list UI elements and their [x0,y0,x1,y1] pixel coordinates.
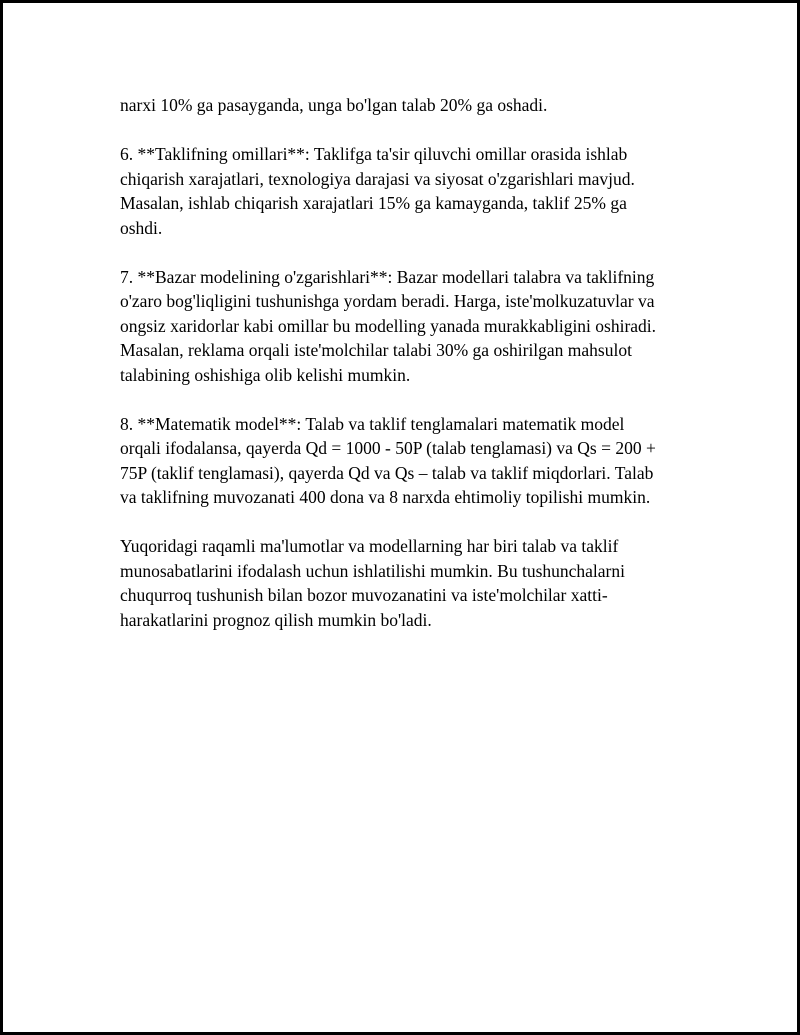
paragraph-market-model-changes: 7. **Bazar modelining o'zgarishlari**: Bazar modellari talabra va taklifning o'zaro bog'liqligini tushunishga yordam beradi. Harga, iste'molkuzatuvlar va ongsiz xaridorlar kabi omillar bu modelling yanada murakkabligini oshiradi. Masalan, reklama orqali iste'molchilar talabi 30% ga oshirilgan mahsulot talabining oshishiga olib kelishi mumkin. [120,266,657,385]
paragraph-mathematical-model: 8. **Matematik model**: Talab va taklif tenglamalari matematik model orqali ifodalansa, qayerda Qd = 1000 - 50P (talab tenglamasi) va Qs = 200 + 75P (taklif tenglamasi), qayerda Qd va Qs – talab va taklif miqdorlari. Talab va taklifning muvozanati 400 dona va 8 narxda ehtimoliy topilishi mumkin. [120,413,656,507]
paragraph-supply-factors: 6. **Taklifning omillari**: Taklifga ta'sir qiluvchi omillar orasida ishlab chiqarish xarajatlari, texnologiya darajasi va siyosat o'zgarishlari mavjud. Masalan, ishlab chiqarish xarajatlari 15% ga kamayganda, taklif 25% ga oshdi. [120,144,635,238]
paragraph-conclusion: Yuqoridagi raqamli ma'lumotlar va modellarning har biri talab va taklif munosabatlarini ifodalash uchun ishlatilishi mumkin. Bu tushunchalarni chuqurroq tushunish bilan bozor muvozanatini va iste'molchilar xatti- harakatlarini prognoz qilish mumkin bo'ladi. [120,536,625,630]
document-body [120,93,705,657]
paragraph-demand-elasticity-tail: narxi 10% ga pasayganda, unga bo'lgan talab 20% ga oshadi. [120,95,548,115]
